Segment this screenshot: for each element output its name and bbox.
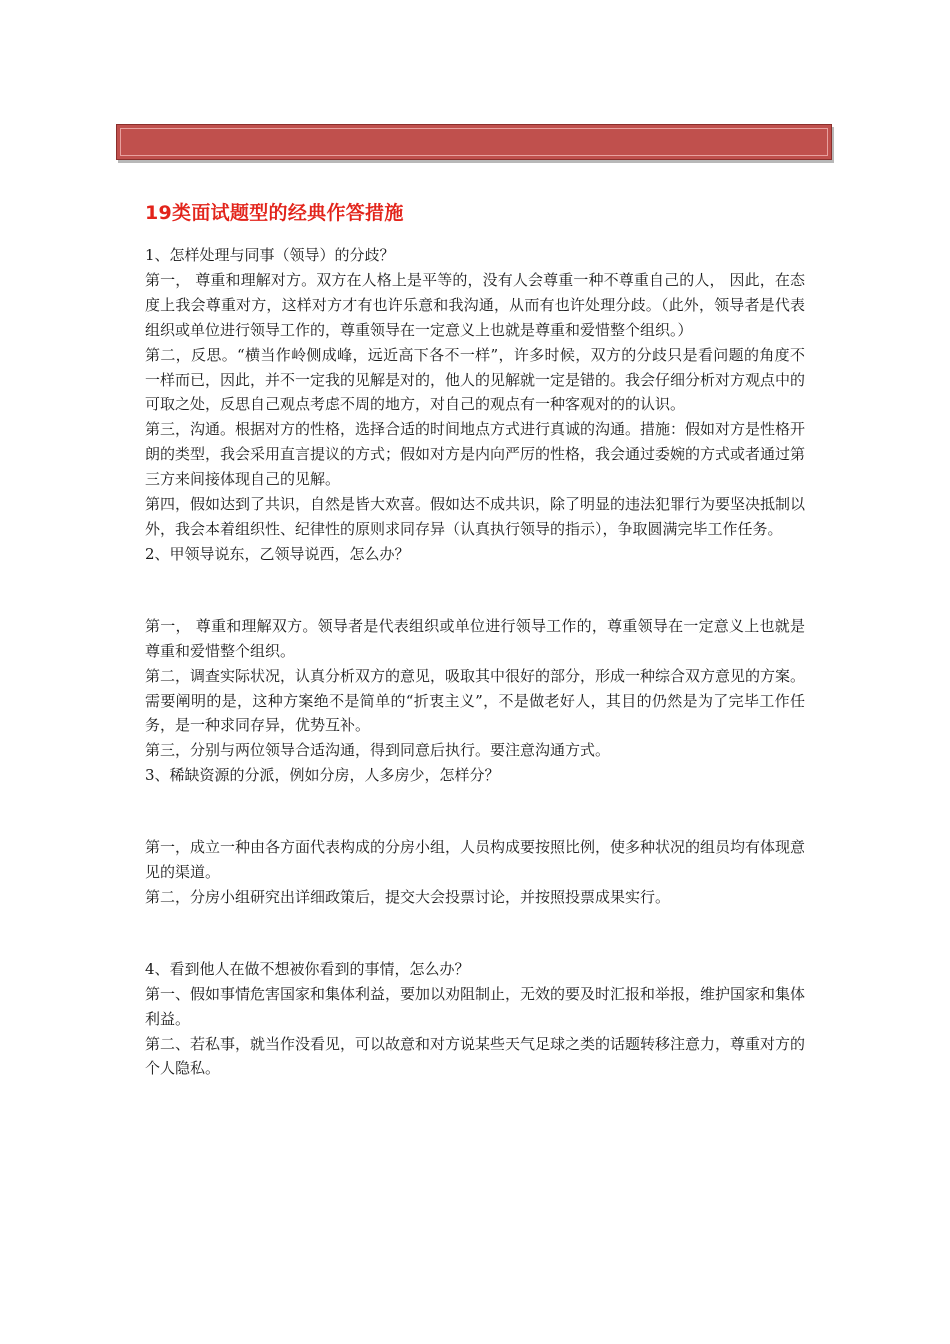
answer-paragraph: 第二，分房小组研究出详细政策后，提交大会投票讨论，并按照投票成果实行。 xyxy=(145,887,671,906)
header-banner xyxy=(116,124,832,160)
blank-spacer xyxy=(145,567,805,614)
document-title: 19类面试题型的经典作答措施 xyxy=(145,202,404,224)
question-2: 2、甲领导说东，乙领导说西，怎么办？ xyxy=(145,544,410,563)
question-4: 4、看到他人在做不想被你看到的事情，怎么办？ xyxy=(145,959,470,978)
answer-paragraph: 第二，调查实际状况，认真分析双方的意见，吸取其中很好的部分，形成一种综合双方意见的方案。需要阐明的是，这种方案绝不是简单的“折衷主义”，不是做老好人，其目的仍然是为了完毕工作任务，是一种求同存异，优势互补。 xyxy=(145,666,806,735)
blank-spacer xyxy=(145,910,805,957)
answer-paragraph: 第一， 尊重和理解对方。双方在人格上是平等的，没有人会尊重一种不尊重自己的人， 因此，在态度上我会尊重对方，这样对方才有也许乐意和我沟通，从而有也许处理分歧。（此外，领导者是代表组织或单位进行领导工作的，尊重领导在一定意义上也就是尊重和爱惜整个组织。） xyxy=(145,270,805,339)
answer-paragraph: 第三，沟通。根据对方的性格，选择合适的时间地点方式进行真诚的沟通。措施：假如对方是性格开朗的类型，我会采用直言提议的方式；假如对方是内向严厉的性格，我会通过委婉的方式或者通过第三方来间接体现自己的见解。 xyxy=(145,420,806,489)
question-3: 3、稀缺资源的分派，例如分房，人多房少，怎样分？ xyxy=(145,766,500,785)
answer-paragraph: 第一、假如事情危害国家和集体利益，要加以劝阻制止，无效的要及时汇报和举报，维护国家和集体利益。 xyxy=(145,984,806,1028)
answer-paragraph: 第一，成立一种由各方面代表构成的分房小组，人员构成要按照比例，使多种状况的组员均有体现意见的渠道。 xyxy=(145,838,806,882)
blank-spacer xyxy=(145,788,805,835)
answer-paragraph: 第四，假如达到了共识，自然是皆大欢喜。假如达不成共识，除了明显的违法犯罪行为要坚决抵制以外，我会本着组织性、纪律性的原则求同存异（认真执行领导的指示），争取圆满完毕工作任务。 xyxy=(145,495,806,538)
answer-paragraph: 第二，反思。“横当作岭侧成峰，远近高下各不一样”，许多时候，双方的分歧只是看问题的角度不一样而已，因此，并不一定我的见解是对的，他人的见解就一定是错的。我会仔细分析对方观点中的可取之处，反思自己观点考虑不周的地方，对自己的观点有一种客观对的的认识。 xyxy=(145,345,806,414)
answer-paragraph: 第一， 尊重和理解双方。领导者是代表组织或单位进行领导工作的，尊重领导在一定意义上也就是尊重和爱惜整个组织。 xyxy=(145,616,805,660)
banner-inner-border xyxy=(120,128,828,156)
answer-paragraph: 第三，分别与两位领导合适沟通，得到同意后执行。要注意沟通方式。 xyxy=(145,741,611,760)
question-1: 1、怎样处理与同事（领导）的分歧？ xyxy=(145,246,395,264)
document-body xyxy=(145,243,805,1081)
answer-paragraph: 第二、若私事，就当作没看见，可以故意和对方说某些天气足球之类的话题转移注意力，尊重对方的个人隐私。 xyxy=(145,1034,806,1078)
